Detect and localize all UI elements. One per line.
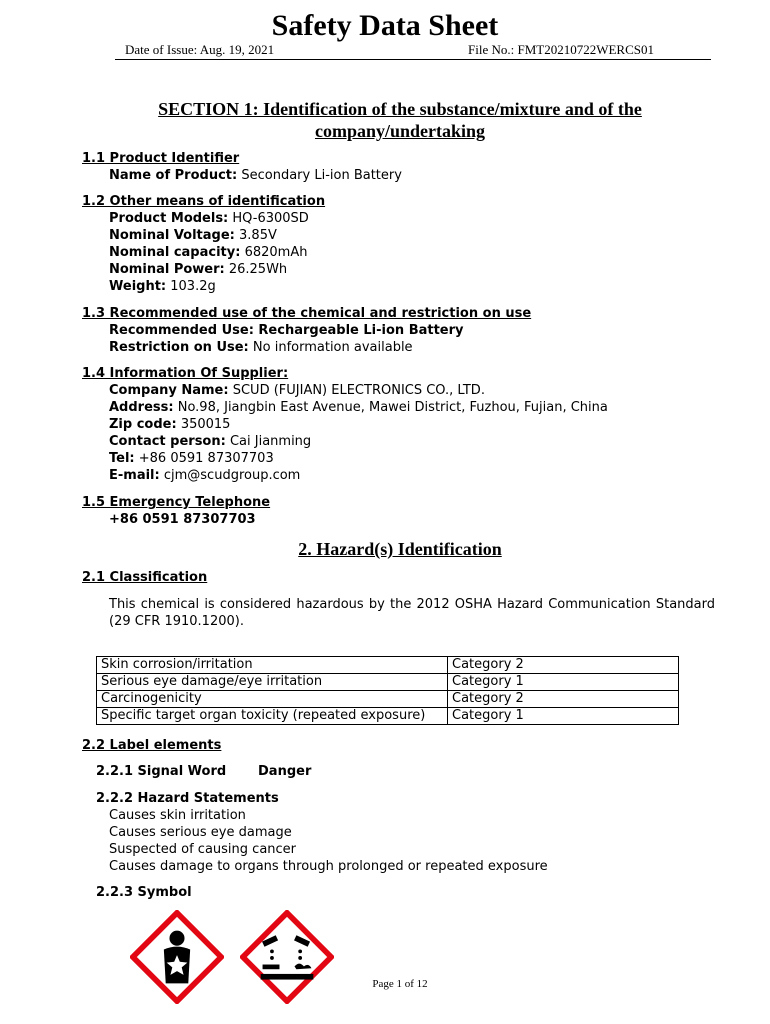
emergency-telephone-value: +86 0591 87307703 (109, 512, 256, 527)
heading-2-1: 2.1 Classification (82, 570, 208, 585)
contact-person-label: Contact person: (109, 434, 226, 449)
email-line (82, 467, 608, 484)
emergency-telephone-block (82, 494, 270, 528)
restriction-value: No information available (252, 340, 413, 355)
weight-value: 103.2g (170, 279, 216, 294)
zip-code-value: 350015 (180, 417, 231, 432)
signal-word-line (96, 763, 312, 780)
product-identifier-block (82, 150, 402, 184)
hazard-class-cell: Carcinogenicity (97, 691, 448, 708)
product-name-line (82, 167, 402, 184)
tel-label: Tel: (109, 451, 135, 466)
email-value: cjm@scudgroup.com (163, 468, 301, 483)
supplier-info-block (82, 365, 608, 484)
document-title: Safety Data Sheet (271, 9, 499, 42)
hazard-class-cell: Specific target organ toxicity (repeated exposure) (97, 708, 448, 725)
nominal-power-value: 26.25Wh (228, 262, 288, 277)
file-number: File No.: FMT20210722WERCS01 (468, 42, 654, 57)
hazard-statement: Causes damage to organs through prolonged or repeated exposure (109, 859, 548, 874)
symbol-heading: 2.2.3 Symbol (96, 885, 192, 900)
weight-line (82, 278, 325, 295)
address-label: Address: (109, 400, 174, 415)
hazard-category-cell: Category 2 (448, 691, 679, 708)
hazard-category-cell: Category 1 (448, 708, 679, 725)
section1-title-line1: SECTION 1: Identification of the substance/mixture and of the (158, 99, 642, 119)
heading-1-3: 1.3 Recommended use of the chemical and restriction on use (82, 306, 532, 321)
nominal-voltage-label: Nominal Voltage: (109, 228, 235, 243)
section1-title-line2: company/undertaking (314, 121, 486, 141)
hazard-classification-table (96, 656, 679, 725)
address-value: No.98, Jiangbin East Avenue, Mawei District, Fuzhou, Fujian, China (177, 400, 608, 415)
product-name-value: Secondary Li-ion Battery (241, 168, 402, 183)
heading-1-1: 1.1 Product Identifier (82, 151, 240, 166)
page-number: Page 1 of 12 (372, 978, 428, 990)
company-name-line (82, 382, 608, 399)
restriction-label: Restriction on Use: (109, 340, 249, 355)
date-of-issue: Date of Issue: Aug. 19, 2021 (125, 42, 275, 57)
zip-code-line (82, 416, 608, 433)
hazard-statements-block (96, 790, 548, 875)
heading-1-4: 1.4 Information Of Supplier: (82, 366, 289, 381)
symbol-heading-line (96, 884, 192, 901)
signal-word-label: 2.2.1 Signal Word (96, 764, 227, 779)
other-identification-block (82, 193, 325, 295)
address-line (82, 399, 608, 416)
heading-2-2: 2.2 Label elements (82, 738, 222, 753)
hazard-class-cell: Serious eye damage/eye irritation (97, 674, 448, 691)
product-models-value: HQ-6300SD (232, 211, 309, 226)
classification-text: This chemical is considered hazardous by the 2012 OSHA Hazard Communication Standard (29 CFR 1910.1200). (109, 597, 715, 629)
label-elements-heading-block (82, 737, 221, 754)
product-name-label: Name of Product: (109, 168, 238, 183)
signal-word-value: Danger (258, 764, 312, 779)
heading-1-2: 1.2 Other means of identification (82, 194, 326, 209)
recommended-use-line: Recommended Use: Rechargeable Li-ion Battery (109, 323, 464, 338)
company-name-label: Company Name: (109, 383, 229, 398)
hazard-statement: Causes skin irritation (109, 808, 246, 823)
table-row (97, 674, 679, 691)
nominal-power-line (82, 261, 325, 278)
hazard-category-cell: Category 1 (448, 674, 679, 691)
nominal-voltage-value: 3.85V (239, 228, 277, 243)
weight-label: Weight: (109, 279, 167, 294)
table-row (97, 691, 679, 708)
hazard-category-cell: Category 2 (448, 657, 679, 674)
nominal-capacity-label: Nominal capacity: (109, 245, 241, 260)
hazard-statement: Suspected of causing cancer (109, 842, 297, 857)
nominal-voltage-line (82, 227, 325, 244)
section2-title: 2. Hazard(s) Identification (298, 539, 502, 559)
hazard-statement: Causes serious eye damage (109, 825, 292, 840)
table-row (97, 657, 679, 674)
email-label: E-mail: (109, 468, 160, 483)
product-models-line (82, 210, 325, 227)
heading-1-5: 1.5 Emergency Telephone (82, 495, 271, 510)
header-divider (115, 59, 711, 60)
tel-value: +86 0591 87307703 (138, 451, 274, 466)
company-name-value: SCUD (FUJIAN) ELECTRONICS CO., LTD. (232, 383, 485, 398)
hazard-statements-heading: 2.2.2 Hazard Statements (96, 791, 279, 806)
hazard-class-cell: Skin corrosion/irritation (97, 657, 448, 674)
table-row (97, 708, 679, 725)
contact-person-value: Cai Jianming (229, 434, 312, 449)
tel-line (82, 450, 608, 467)
nominal-capacity-value: 6820mAh (244, 245, 308, 260)
product-models-label: Product Models: (109, 211, 229, 226)
restriction-line (82, 339, 531, 356)
recommended-use-block (82, 305, 531, 356)
nominal-power-label: Nominal Power: (109, 262, 225, 277)
zip-code-label: Zip code: (109, 417, 177, 432)
nominal-capacity-line (82, 244, 325, 261)
classification-heading-block (82, 569, 207, 586)
contact-person-line (82, 433, 608, 450)
